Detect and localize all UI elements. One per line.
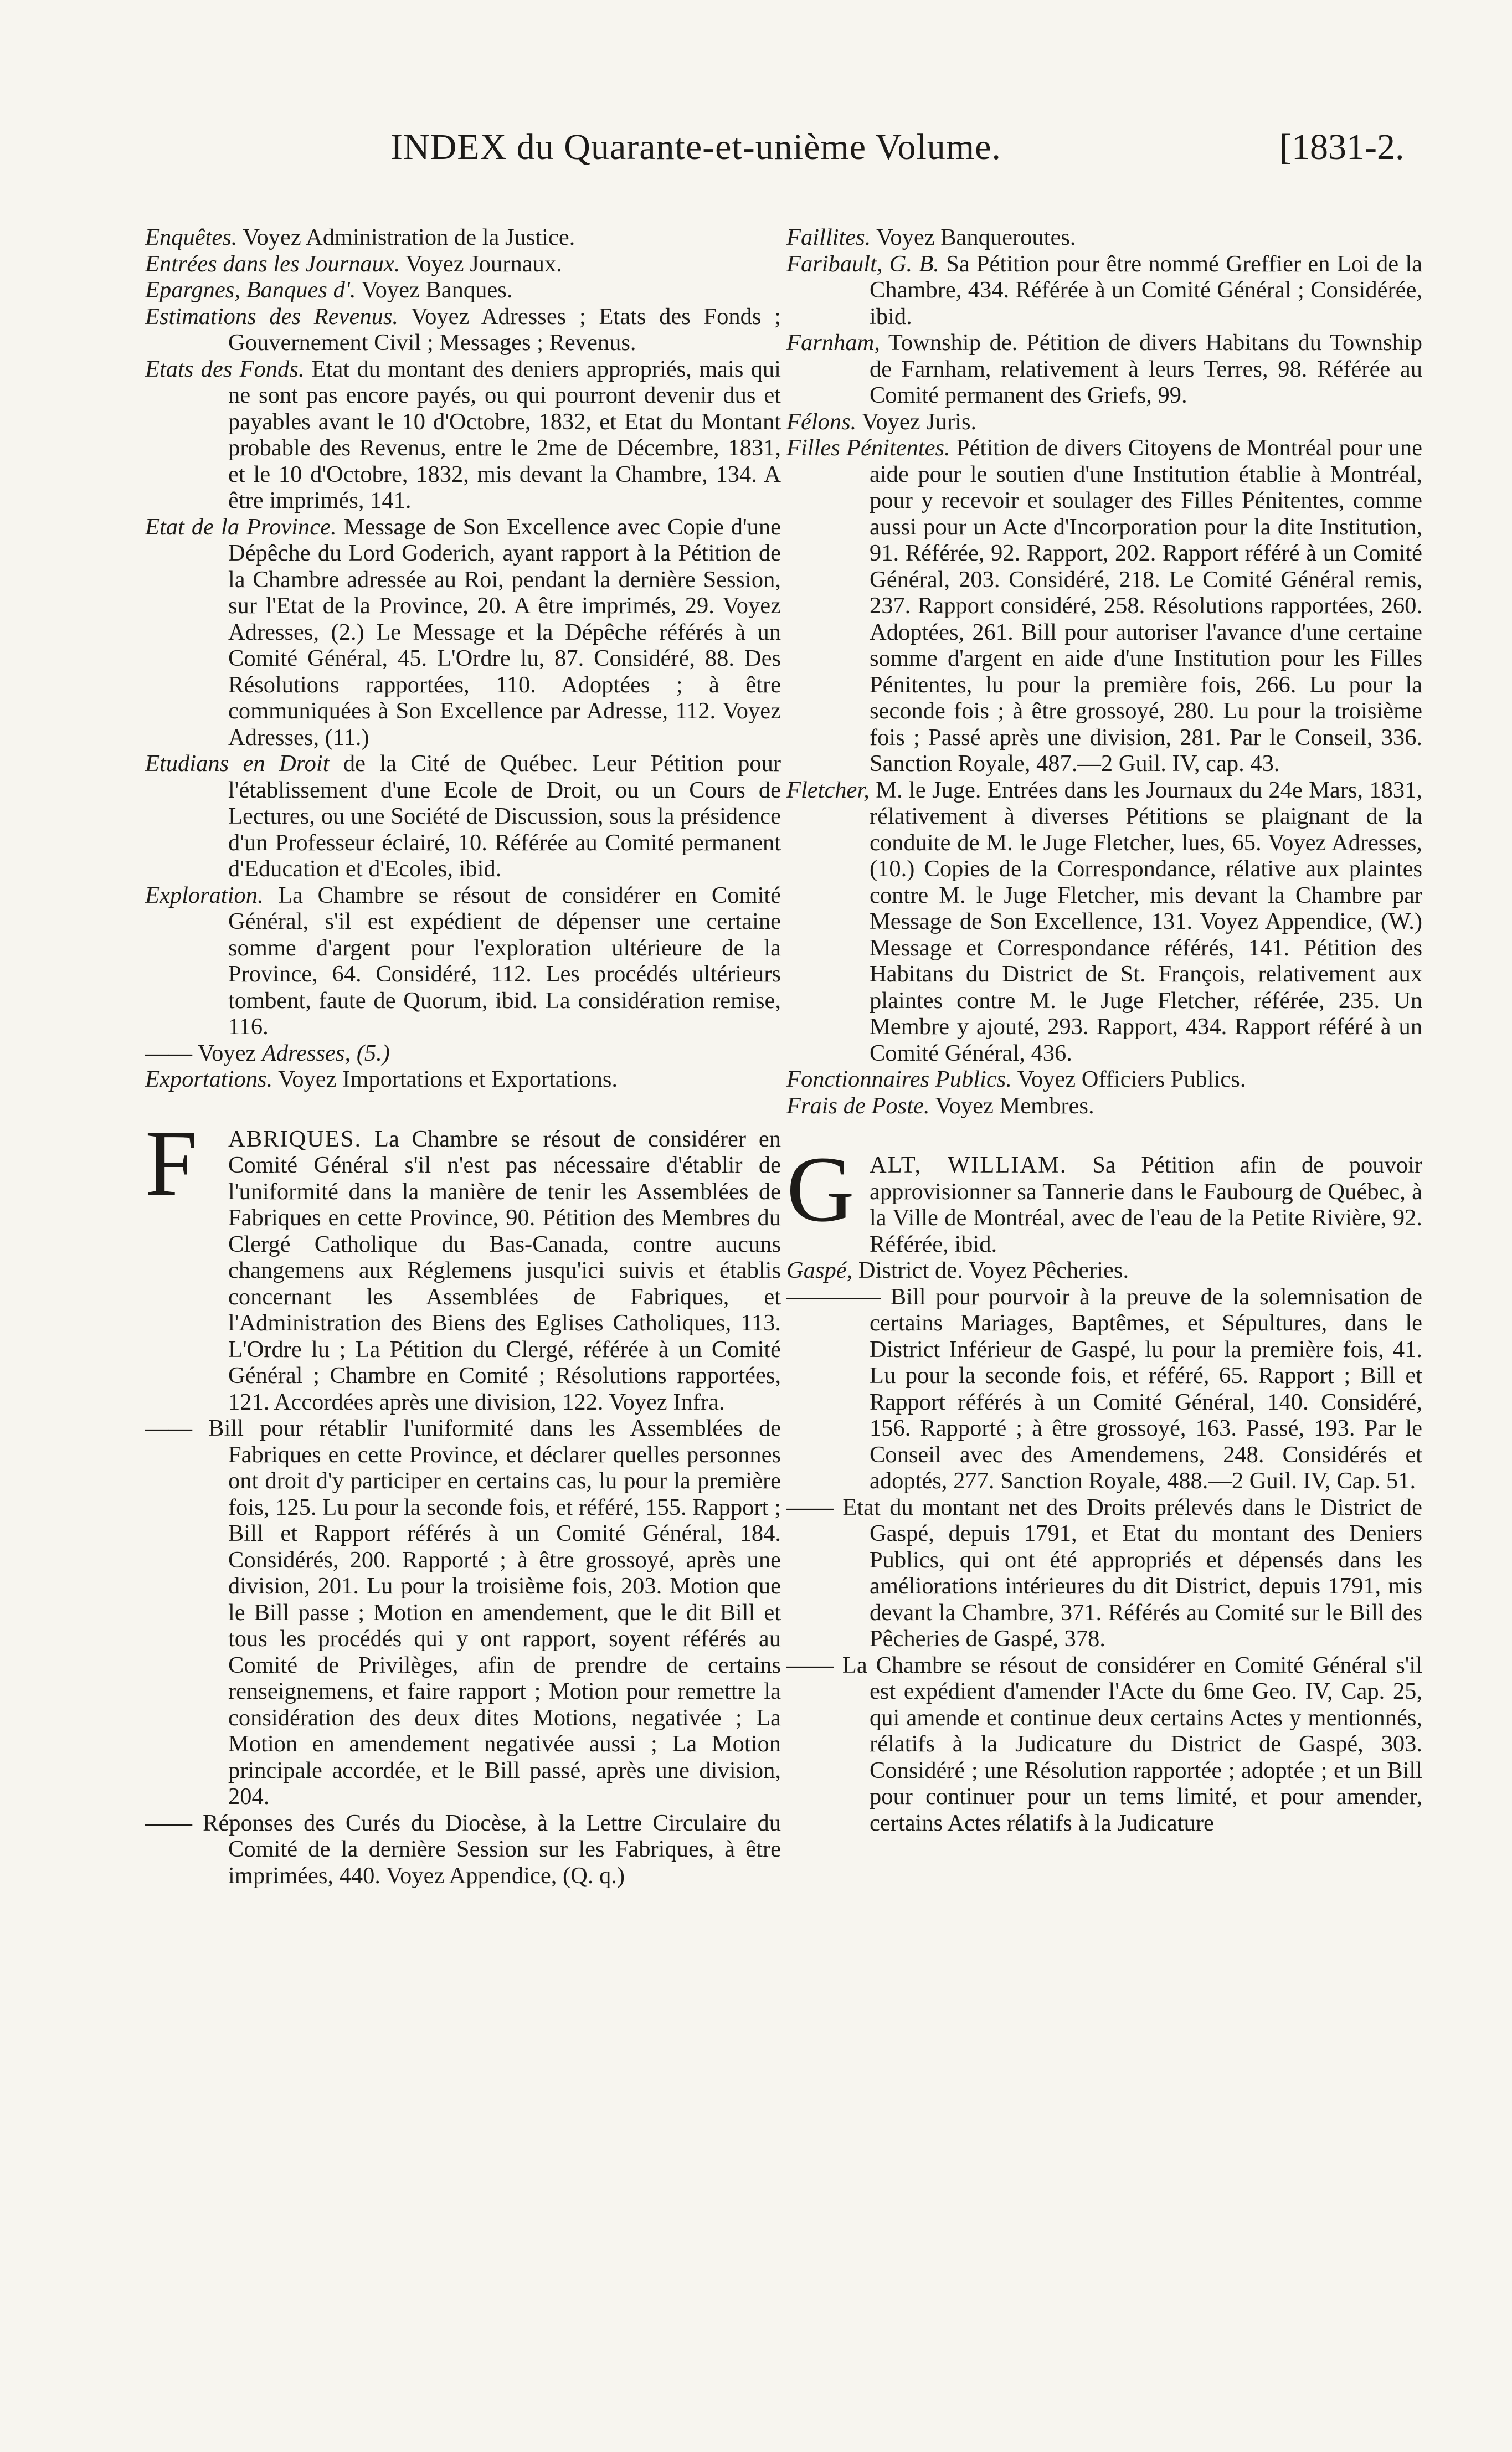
index-entry [786,251,1422,330]
entry-text: M. le Juge. Entrées dans les Journaux du 24e Mars, 1831, rélativement à diverses Pétitions se plaignant de la conduite de M. le Juge Fletcher, lues, 65. Voyez Adresses, (10.) Copies de la Correspondance, rélative aux plaintes contre M. le Juge Fletcher, mis devant la Chambre par Message de Son Excellence, 131. Voyez Appendice, (W.) Message et Correspondance référés, 141. Pétition des Habitans du District de St. François, relativement aux plaintes contre M. le Juge Fletcher, référée, 235. Un Membre y ajouté, 293. Rapport, 434. Rapport référé à un Comité Général, 436. [870,777,1422,1066]
page-year: [1831-2. [1279,127,1405,167]
entry-term: Filles Pénitentes. [786,435,950,461]
entry-term: Exploration. [145,882,264,908]
entry-term: Etats des Fonds. [145,356,305,382]
entry-text: Message de Son Excellence avec Copie d'une Dépêche du Lord Goderich, ayant rapport à la Pétition de la Chambre adressée au Roi, pendant la dernière Session, sur l'Etat de la Province, 20. A être imprimés, 29. Voyez Adresses, (2.) Le Message et la Dépêche référés à un Comité Général, 45. L'Ordre lu, 87. Considéré, 88. Des Résolutions rapportées, 110. Adoptées ; à être communiquées à Son Excellence par Adresse, 112. Voyez Adresses, (11.) [228,513,781,750]
entry-text: Voyez Officiers Publics. [1017,1066,1246,1092]
section-g [786,1137,1422,1257]
entry-term: —— [786,1652,834,1678]
entry-term: Frais de Poste. [786,1092,930,1119]
entry-term: ———— [786,1283,881,1310]
index-entry [786,330,1422,409]
entry-term: Farnham, [786,330,880,356]
entry-text: Voyez Membres. [935,1092,1094,1119]
index-entry [145,251,781,277]
index-entry [145,1066,781,1093]
entry-text: Réponses des Curés du Diocèse, à la Lettre Circulaire du Comité de la dernière Session sur les Fabriques, à être imprimées, 440. Voyez Appendice, (Q. q.) [203,1810,781,1889]
entry-term: Exportations. [145,1066,273,1092]
entry-text: Bill pour rétablir l'uniformité dans les Assemblées de Fabriques en cette Province, et déclarer quelles personnes ont droit d'y participer en certains cas, lu pour la première fois, 125. Lu pour la seconde fois, et référé, 155. Rapport ; Bill et Rapport référés à un Comité Général, 184. Considérés, 200. Rapporté ; à être grossoyé, après une division, 201. Lu pour la troisième fois, 203. Motion que le Bill passe ; Motion en amendement, que le dit Bill et tous les procédés qui y ont rapport, soyent référés au Comité de Privilèges, afin de prendre de certains renseignemens, et faire rapport ; Motion pour remettre la considération des deux dites Motions, negativée ; La Motion en amendement negativée aussi ; La Motion principale accordée, et le Bill passé, après une division, 204. [208,1415,781,1810]
left-column [145,224,781,1889]
entry-text: Voyez Juris. [862,408,977,435]
index-entry [145,882,781,1040]
entry-text: Voyez Adresses ; Etats des Fonds ; Gouvernement Civil ; Messages ; Revenus. [228,303,781,356]
entry-term: Faillites. [786,224,871,250]
entry-text: Voyez Administration de la Justice. [243,224,575,250]
entry-term: Fonctionnaires Publics. [786,1066,1012,1092]
entry-term: Etudians en Droit [145,750,330,777]
entry-term: Entrées dans les Journaux. [145,250,400,277]
entry-text: Voyez Banques. [361,277,513,303]
entry-text: Etat du montant net des Droits prélevés dans le District de Gaspé, depuis 1791, et Etat du montant des Deniers Publics, qui ont été appropriés et dépensés dans les améliorations intérieures du dit District, depuis 1791, mis devant la Chambre, 371. Référés au Comité sur le Bill des Pêcheries de Gaspé, 378. [842,1494,1423,1652]
entry-term: —— Voyez [145,1040,256,1066]
index-entry [145,1810,781,1889]
index-entry [145,1415,781,1810]
index-entry [145,356,781,514]
entry-text: District de. Voyez Pêcheries. [858,1257,1129,1283]
index-entry [786,409,1422,435]
section-f [145,1111,781,1416]
entry-text: de la Cité de Québec. Leur Pétition pour l'établissement d'une Ecole de Droit, ou un Cours de Lectures, ou une Société de Discussion, sous la présidence d'un Professeur éclairé, 10. Référée au Comité permanent d'Education et d'Ecoles, ibid. [228,750,781,882]
entry-text: Voyez Importations et Exportations. [278,1066,618,1092]
index-entry [145,277,781,304]
drop-cap: G [786,1137,855,1241]
right-column [786,224,1422,1836]
entry-text: Voyez Journaux. [405,250,562,277]
index-entry [145,224,781,251]
entry-text: Township de. Pétition de divers Habitans du Township de Farnham, relativement à leurs Terres, 98. Référée au Comité permanent des Griefs, 99. [870,330,1422,408]
entry-text: Bill pour pourvoir à la preuve de la solemnisation de certains Mariages, Baptêmes, et Sépultures, dans le District Inférieur de Gaspé, lu pour la première fois, 41. Lu pour la seconde fois, et référé, 65. Rapport ; Bill et Rapport référés à un Comité Général, 140. Considéré, 156. Rapporté ; à être grossoyé, 163. Passé, 193. Par le Conseil avec des Amendemens, 248. Considérés et adoptés, 277. Sanction Royale, 488.—2 Guil. IV, Cap. 51. [870,1283,1422,1494]
entry-term: Félons. [786,408,857,435]
entry-text: Etat du montant des deniers appropriés, mais qui ne sont pas encore payés, ou qui pourront devenir dus et payables avant le 10 d'Octobre, 1832, et Etat du Montant probable des Revenus, entre le 2me de Décembre, 1831, et le 10 d'Octobre, 1832, mis devant la Chambre, 134. A être imprimés, 141. [228,356,781,513]
entry-term: —— [145,1810,192,1836]
entry-term: Fletcher, [786,777,870,803]
entry-term: Etat de la Province. [145,513,337,540]
entry-term: Epargnes, Banques d'. [145,277,356,303]
index-entry [145,304,781,356]
entry-term: Gaspé, [786,1257,853,1283]
entry-term: —— [145,1415,192,1441]
entry-text: La Chambre se résout de considérer en Comité Général, s'il est expédient de dépenser une certaine somme d'argent pour l'exploration ultérieure de la Province, 64. Considéré, 112. Les procédés ultérieurs tombent, faute de Quorum, ibid. La considération remise, 116. [228,882,781,1040]
section-text: La Chambre se résout de considérer en Comité Général s'il n'est pas nécessaire d'établir de l'uniformité dans la manière de tenir les Assemblées de Fabriques en cette Province, 90. Pétition des Membres du Clergé Catholique du Bas-Canada, contre aucuns changemens aux Réglemens jusqu'ici suivis et établis concernant les Assemblées de Fabriques, et l'Administration des Biens des Eglises Catholiques, 113. L'Ordre lu ; La Pétition du Clergé, référée à un Comité Général ; Chambre en Comité ; Résolutions rapportées, 121. Accordées après une division, 122. Voyez Infra. [228,1125,781,1415]
entry-text: Adresses, (5.) [261,1040,390,1066]
drop-cap: F [145,1111,198,1215]
index-entry [145,750,781,882]
index-entry [145,1040,781,1067]
entry-text: Pétition de divers Citoyens de Montréal pour une aide pour le soutien d'une Institution établie à Montréal, pour y recevoir et soulager des Filles Pénitentes, comme aussi pour un Acte d'Incorporation pour la dite Institution, 91. Référée, 92. Rapport, 202. Rapport référé à un Comité Général, 203. Considéré, 218. Le Comité Général remis, 237. Rapport considéré, 258. Résolutions rapportées, 260. Adoptées, 261. Bill pour autoriser l'avance d'une certaine somme d'argent en aide d'une Institution pour les Filles Pénitentes, lu pour la première fois, 266. Lu pour la seconde fois ; à être grossoyé, 280. Lu pour la troisième fois ; Passé après une division, 281. Par le Conseil, 336. Sanction Royale, 487.—2 Guil. IV, cap. 43. [870,435,1422,777]
entry-term: —— [786,1494,834,1520]
entry-text: Voyez Banqueroutes. [876,224,1076,250]
index-entry [786,1494,1422,1652]
entry-term: Enquêtes. [145,224,238,250]
section-heading: ALT, WILLIAM. [870,1152,1067,1178]
section-heading: ABRIQUES. [228,1125,362,1152]
entry-term: Estimations des Revenus. [145,303,399,330]
entry-term: Faribault, G. B. [786,250,939,277]
index-entry [786,1284,1422,1494]
section-text: Sa Pétition afin de pouvoir approvisionner sa Tannerie dans le Faubourg de Québec, à la Ville de Montréal, avec de l'eau de la Petite Rivière, 92. Référée, ibid. [870,1152,1422,1257]
index-entry [786,1066,1422,1093]
index-entry [145,514,781,751]
page-title: INDEX du Quarante-et-unième Volume. [390,127,1001,167]
index-entry [786,1093,1422,1119]
index-entry [786,1652,1422,1837]
index-entry [786,1257,1422,1284]
entry-text: Sa Pétition pour être nommé Greffier en Loi de la Chambre, 434. Référée à un Comité Général ; Considérée, ibid. [870,250,1423,330]
index-entry [786,224,1422,251]
entry-text: La Chambre se résout de considérer en Comité Général s'il est expédient d'amender l'Acte du 6me Geo. IV, Cap. 25, qui amende et continue deux certains Actes y mentionnés, rélatifs à la Judicature du District de Gaspé, 303. Considéré ; une Résolution rapportée ; adoptée ; et un Bill pour continuer pour un tems limité, et pour amender, certains Actes rélatifs à la Judicature [842,1652,1423,1836]
index-entry [786,777,1422,1067]
index-entry [786,435,1422,777]
page-header [0,126,1512,176]
